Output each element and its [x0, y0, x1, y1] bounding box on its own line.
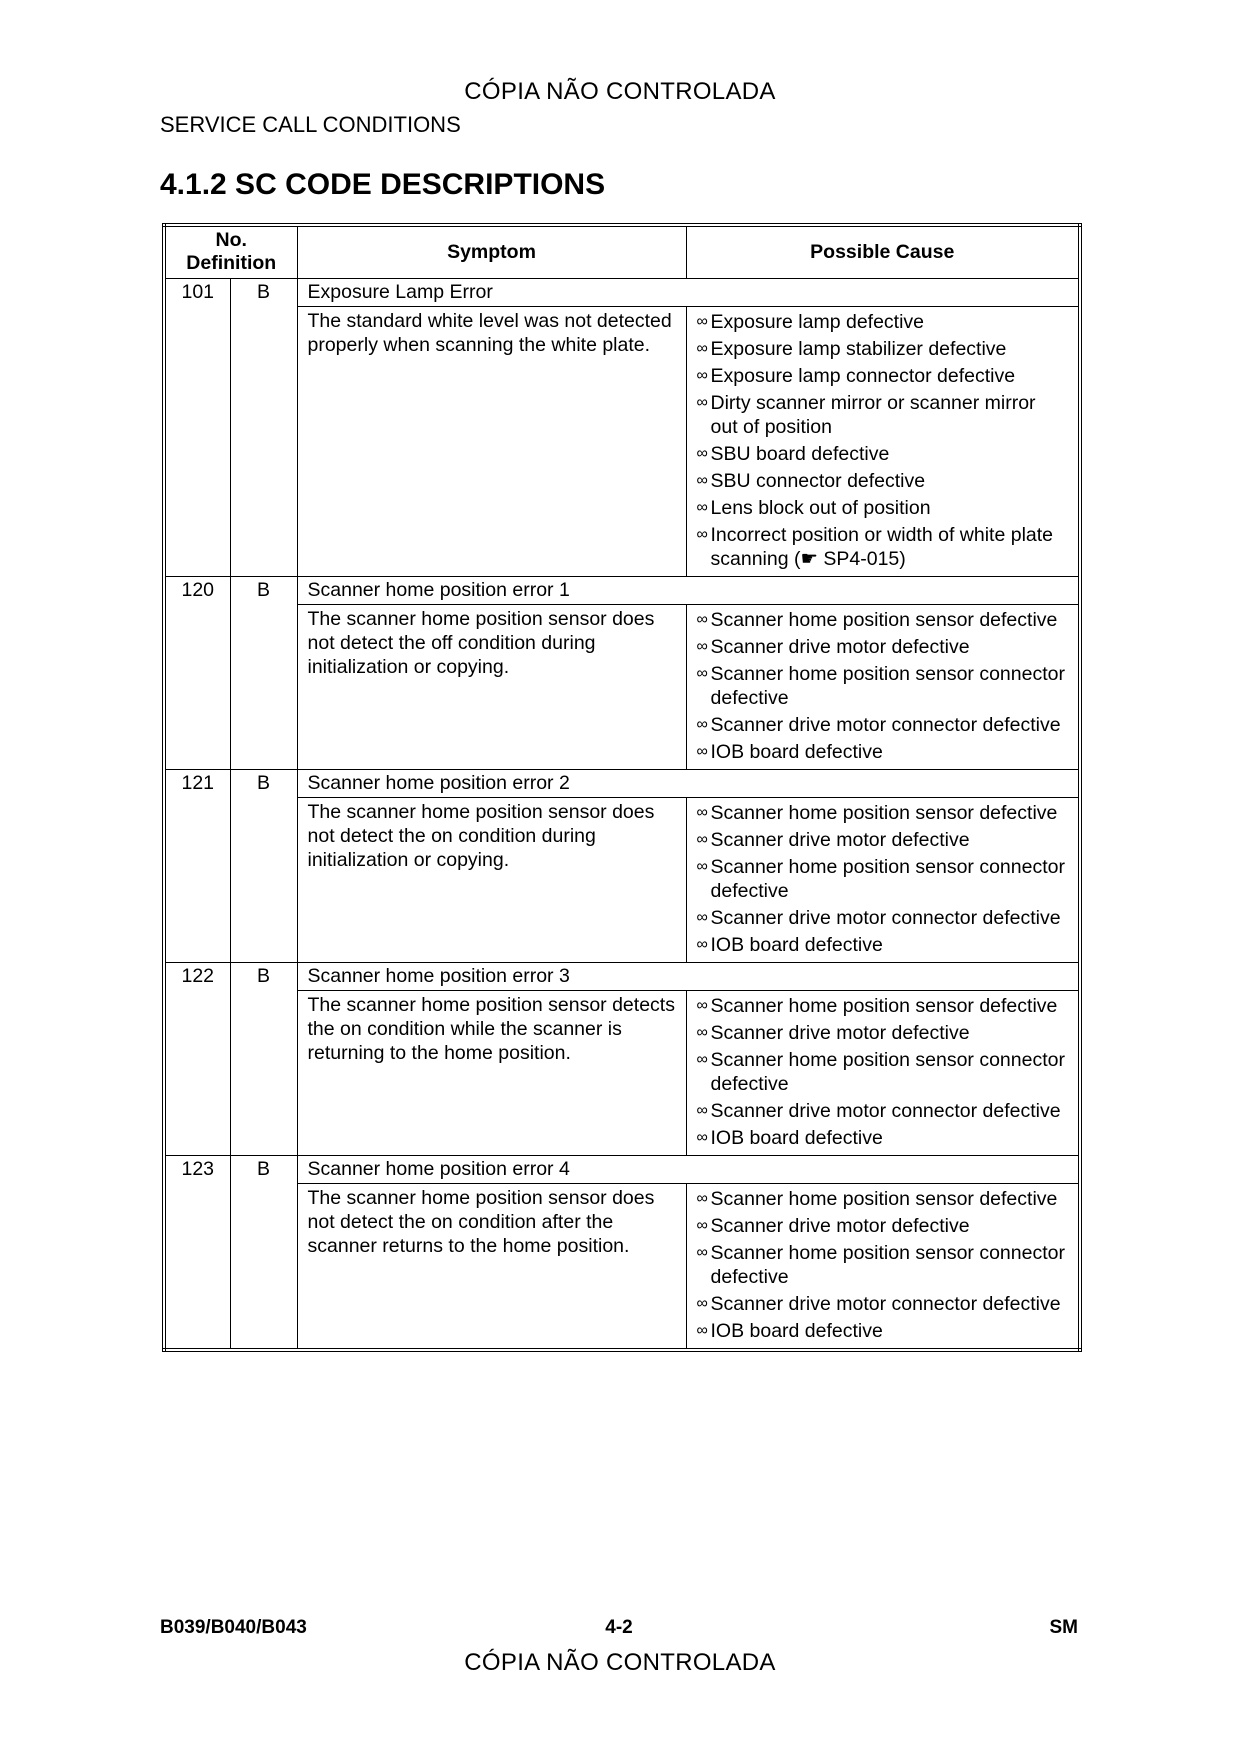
- header-definition: Definition: [186, 252, 277, 275]
- sc-title-row: [164, 769, 1080, 797]
- cause-text: Dirty scanner mirror or scanner mirror out of position: [710, 391, 1036, 438]
- sc-title: Scanner home position error 2: [297, 769, 1080, 797]
- section-title: 4.1.2 SC CODE DESCRIPTIONS: [160, 168, 606, 201]
- infinity-bullet-icon: ∞: [696, 803, 708, 821]
- cause-item: [697, 608, 1069, 632]
- footer-page-number: 4-2: [605, 1617, 633, 1638]
- cause-item: [697, 391, 1069, 439]
- sc-detail-row: [164, 604, 1080, 769]
- sc-number: 120: [164, 576, 230, 604]
- sc-definition: B: [230, 962, 297, 990]
- sc-definition-spacer: [230, 797, 297, 962]
- sc-possible-cause: [686, 797, 1080, 962]
- cause-item: [697, 364, 1069, 388]
- cause-item: [697, 635, 1069, 659]
- cause-text: Scanner home position sensor defective: [710, 608, 1058, 631]
- cause-list: [697, 801, 1069, 957]
- cause-text: Scanner drive motor defective: [710, 635, 970, 658]
- cause-text: Exposure lamp connector defective: [710, 364, 1016, 387]
- sc-detail-row: [164, 306, 1080, 576]
- sc-number-spacer: [164, 1183, 230, 1350]
- sc-title: Exposure Lamp Error: [297, 278, 1080, 306]
- cause-item: [697, 855, 1069, 903]
- sc-definition-spacer: [230, 306, 297, 576]
- sc-number-spacer: [164, 797, 230, 962]
- cause-item: [697, 740, 1069, 764]
- cause-text: SBU board defective: [710, 442, 890, 465]
- sc-detail-row: [164, 990, 1080, 1155]
- sc-title: Scanner home position error 1: [297, 576, 1080, 604]
- infinity-bullet-icon: ∞: [696, 1294, 708, 1312]
- watermark-top: CÓPIA NÃO CONTROLADA: [464, 78, 776, 105]
- infinity-bullet-icon: ∞: [696, 935, 708, 953]
- sc-definition: B: [230, 576, 297, 604]
- infinity-bullet-icon: ∞: [696, 908, 708, 926]
- cause-item: [697, 1099, 1069, 1123]
- sc-definition: B: [230, 1155, 297, 1183]
- cause-text: Scanner home position sensor defective: [710, 801, 1058, 824]
- sc-number-spacer: [164, 306, 230, 576]
- cause-text: Scanner drive motor connector defective: [710, 1292, 1061, 1315]
- sc-definition-spacer: [230, 604, 297, 769]
- header-no-definition: [164, 225, 297, 278]
- header-possible-cause: Possible Cause: [686, 225, 1080, 278]
- cause-item: [697, 1319, 1069, 1343]
- sc-symptom: The scanner home position sensor does not detect the on condition after the scanner returns to the home position.: [297, 1183, 686, 1350]
- cause-text: Incorrect position or width of white plate scanning (☛ SP4-015): [710, 523, 1054, 570]
- infinity-bullet-icon: ∞: [696, 393, 708, 411]
- infinity-bullet-icon: ∞: [696, 742, 708, 760]
- sc-number: 123: [164, 1155, 230, 1183]
- running-head: SERVICE CALL CONDITIONS: [160, 112, 461, 137]
- cause-text: Scanner drive motor connector defective: [710, 713, 1061, 736]
- infinity-bullet-icon: ∞: [696, 498, 708, 516]
- cause-text: Lens block out of position: [710, 496, 931, 519]
- cause-item: [697, 1126, 1069, 1150]
- infinity-bullet-icon: ∞: [696, 1101, 708, 1119]
- infinity-bullet-icon: ∞: [696, 366, 708, 384]
- infinity-bullet-icon: ∞: [696, 664, 708, 682]
- cause-text: IOB board defective: [710, 933, 883, 956]
- sc-detail-row: [164, 1183, 1080, 1350]
- cause-item: [697, 442, 1069, 466]
- sc-definition-spacer: [230, 1183, 297, 1350]
- sc-number-spacer: [164, 990, 230, 1155]
- sc-title: Scanner home position error 4: [297, 1155, 1080, 1183]
- sc-possible-cause: [686, 990, 1080, 1155]
- sc-symptom: The scanner home position sensor detects the on condition while the scanner is returning to the home position.: [297, 990, 686, 1155]
- cause-item: [697, 496, 1069, 520]
- sc-number: 121: [164, 769, 230, 797]
- sc-detail-row: [164, 797, 1080, 962]
- cause-text: Scanner drive motor defective: [710, 828, 970, 851]
- cause-list: [697, 310, 1069, 571]
- cause-item: [697, 337, 1069, 361]
- infinity-bullet-icon: ∞: [696, 471, 708, 489]
- header-symptom: Symptom: [297, 225, 686, 278]
- footer-model: B039/B040/B043: [160, 1617, 307, 1638]
- sc-code-table: [162, 223, 1082, 1352]
- cause-text: Scanner drive motor connector defective: [710, 1099, 1061, 1122]
- cause-list: [697, 994, 1069, 1150]
- cause-list: [697, 608, 1069, 764]
- infinity-bullet-icon: ∞: [696, 1243, 708, 1261]
- cause-text: Scanner home position sensor connector defective: [710, 1241, 1065, 1288]
- sc-possible-cause: [686, 604, 1080, 769]
- sc-title-row: [164, 278, 1080, 306]
- cause-item: [697, 1187, 1069, 1211]
- infinity-bullet-icon: ∞: [696, 312, 708, 330]
- sc-possible-cause: [686, 1183, 1080, 1350]
- sc-definition: B: [230, 278, 297, 306]
- cause-text: Exposure lamp stabilizer defective: [710, 337, 1007, 360]
- cause-item: [697, 310, 1069, 334]
- cause-text: Scanner drive motor connector defective: [710, 906, 1061, 929]
- infinity-bullet-icon: ∞: [696, 1321, 708, 1339]
- sc-number: 101: [164, 278, 230, 306]
- cause-text: SBU connector defective: [710, 469, 926, 492]
- cause-item: [697, 828, 1069, 852]
- cause-list: [697, 1187, 1069, 1343]
- sc-definition-spacer: [230, 990, 297, 1155]
- cause-item: [697, 801, 1069, 825]
- sc-symptom: The scanner home position sensor does not detect the off condition during initialization or copying.: [297, 604, 686, 769]
- infinity-bullet-icon: ∞: [696, 857, 708, 875]
- cause-item: [697, 994, 1069, 1018]
- cause-text: Exposure lamp defective: [710, 310, 925, 333]
- sc-title-row: [164, 576, 1080, 604]
- footer-manual-code: SM: [1049, 1617, 1078, 1638]
- sc-title-row: [164, 962, 1080, 990]
- cause-text: Scanner drive motor defective: [710, 1021, 970, 1044]
- infinity-bullet-icon: ∞: [696, 1023, 708, 1041]
- cause-text: Scanner home position sensor connector defective: [710, 855, 1065, 902]
- cause-text: Scanner home position sensor defective: [710, 1187, 1058, 1210]
- sc-number: 122: [164, 962, 230, 990]
- infinity-bullet-icon: ∞: [696, 1128, 708, 1146]
- infinity-bullet-icon: ∞: [696, 339, 708, 357]
- infinity-bullet-icon: ∞: [696, 444, 708, 462]
- cause-text: Scanner home position sensor connector defective: [710, 662, 1065, 709]
- infinity-bullet-icon: ∞: [696, 610, 708, 628]
- infinity-bullet-icon: ∞: [696, 1189, 708, 1207]
- sc-symptom: The standard white level was not detected properly when scanning the white plate.: [297, 306, 686, 576]
- infinity-bullet-icon: ∞: [696, 525, 708, 543]
- cause-text: Scanner home position sensor connector defective: [710, 1048, 1065, 1095]
- infinity-bullet-icon: ∞: [696, 996, 708, 1014]
- cause-text: Scanner drive motor defective: [710, 1214, 970, 1237]
- cause-text: IOB board defective: [710, 740, 883, 763]
- table-header-row: [164, 225, 1080, 278]
- table-body: [164, 278, 1080, 1350]
- cause-item: [697, 1292, 1069, 1316]
- sc-title-row: [164, 1155, 1080, 1183]
- sc-number-spacer: [164, 604, 230, 769]
- cause-item: [697, 523, 1069, 571]
- cause-item: [697, 1241, 1069, 1289]
- infinity-bullet-icon: ∞: [696, 1216, 708, 1234]
- sc-possible-cause: [686, 306, 1080, 576]
- infinity-bullet-icon: ∞: [696, 715, 708, 733]
- header-no: No.: [215, 229, 247, 252]
- sc-title: Scanner home position error 3: [297, 962, 1080, 990]
- infinity-bullet-icon: ∞: [696, 830, 708, 848]
- cause-item: [697, 933, 1069, 957]
- cause-item: [697, 1214, 1069, 1238]
- cause-text: IOB board defective: [710, 1319, 883, 1342]
- watermark-bottom: CÓPIA NÃO CONTROLADA: [464, 1649, 776, 1676]
- infinity-bullet-icon: ∞: [696, 637, 708, 655]
- cause-item: [697, 1021, 1069, 1045]
- cause-item: [697, 469, 1069, 493]
- infinity-bullet-icon: ∞: [696, 1050, 708, 1068]
- cause-text: IOB board defective: [710, 1126, 883, 1149]
- cause-item: [697, 713, 1069, 737]
- cause-text: Scanner home position sensor defective: [710, 994, 1058, 1017]
- cause-item: [697, 1048, 1069, 1096]
- sc-definition: B: [230, 769, 297, 797]
- cause-item: [697, 662, 1069, 710]
- cause-item: [697, 906, 1069, 930]
- sc-symptom: The scanner home position sensor does not detect the on condition during initialization or copying.: [297, 797, 686, 962]
